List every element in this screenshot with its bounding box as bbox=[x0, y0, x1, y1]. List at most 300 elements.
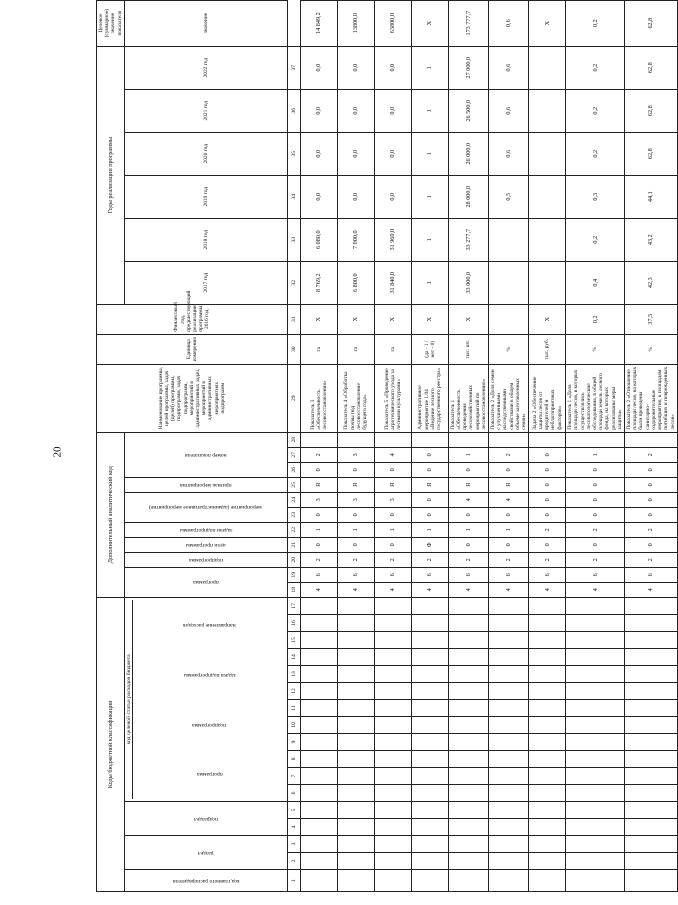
budget-code-cell bbox=[529, 785, 566, 802]
column-index-cell: 27 bbox=[287, 447, 300, 462]
analytic-code-cell bbox=[529, 432, 566, 447]
budget-code-cell bbox=[529, 853, 566, 870]
column-index-cell: 25 bbox=[287, 477, 300, 492]
budget-code-cell bbox=[566, 853, 625, 870]
budget-code-cell bbox=[374, 768, 411, 785]
analytic-code-cell: 4 bbox=[625, 582, 678, 597]
analytic-code-cell: 1 bbox=[374, 522, 411, 537]
budget-code-cell bbox=[625, 819, 678, 836]
row-year-value: 6 800,0 bbox=[337, 261, 374, 304]
row-year-value: 0,2 bbox=[566, 218, 625, 261]
budget-code-cell bbox=[374, 717, 411, 734]
budget-code-cell bbox=[489, 853, 529, 870]
budget-code-cell bbox=[566, 836, 625, 853]
col-a-task-label: цели программы bbox=[185, 542, 226, 548]
budget-code-cell bbox=[625, 734, 678, 751]
budget-code-cell bbox=[566, 768, 625, 785]
row-unit: % bbox=[489, 334, 529, 364]
analytic-code-cell: 0 bbox=[374, 507, 411, 522]
analytic-code-cell: 0 bbox=[625, 477, 678, 492]
column-index-row bbox=[287, 0, 300, 891]
row-year-value: 0,2 bbox=[566, 89, 625, 132]
column-index-cell: 11 bbox=[287, 700, 300, 717]
row-unit: % bbox=[625, 334, 678, 364]
analytic-code-cell: 2 bbox=[411, 552, 448, 567]
budget-code-cell bbox=[300, 870, 337, 892]
col-section bbox=[124, 836, 287, 870]
row-final-value: Х bbox=[411, 0, 448, 46]
analytic-code-cell: 0 bbox=[448, 507, 488, 522]
row-year-value bbox=[529, 89, 566, 132]
budget-code-cell bbox=[529, 666, 566, 683]
column-index-cell: 24 bbox=[287, 492, 300, 507]
column-index-cell: 2 bbox=[287, 853, 300, 870]
analytic-code-cell: 0 bbox=[489, 537, 529, 552]
analytic-code-cell: 3 bbox=[300, 492, 337, 507]
y2022-header: 2022 год bbox=[124, 46, 287, 89]
budget-code-cell bbox=[411, 597, 448, 614]
analytic-code-cell: 0 bbox=[300, 462, 337, 477]
col-ministry-label: код главного распорядителя bbox=[172, 877, 240, 884]
budget-code-cell bbox=[337, 717, 374, 734]
analytic-code-cell: 0 bbox=[337, 537, 374, 552]
row-name: Показатель 2 «Отношение площади лесов, на которых были проведены санитарно-оздоровительные мероприятия, к площадям погибших и поврежденных лесов» bbox=[625, 364, 678, 432]
row-year-value: 0,0 bbox=[337, 132, 374, 175]
row-year-value: 7 000,0 bbox=[337, 218, 374, 261]
budget-codes-header: Коды бюджетной классификации bbox=[97, 597, 125, 891]
row-year-value: 26 500,0 bbox=[448, 89, 488, 132]
row-year-value: 1 bbox=[411, 46, 448, 89]
analytic-code-cell bbox=[566, 432, 625, 447]
budget-code-cell bbox=[529, 649, 566, 666]
program-indicators-table bbox=[96, 0, 678, 892]
budget-code-cell bbox=[566, 751, 625, 768]
row-name: Задача 2 «Обеспечение защиты лесов от вредителей и неблагоприятных факторов» bbox=[529, 364, 566, 432]
budget-code-cell bbox=[625, 717, 678, 734]
column-index-cell: 35 bbox=[287, 132, 300, 175]
budget-code-cell bbox=[566, 615, 625, 632]
col-a-subtask bbox=[124, 522, 287, 537]
table-row bbox=[411, 0, 448, 891]
row-2016-value: Х bbox=[529, 304, 566, 334]
budget-code-cell bbox=[529, 734, 566, 751]
row-year-value: 27 000,0 bbox=[448, 46, 488, 89]
analytic-code-cell: 0 bbox=[529, 462, 566, 477]
analytic-code-cell: 4 bbox=[566, 582, 625, 597]
budget-code-cell bbox=[529, 751, 566, 768]
budget-code-cell bbox=[566, 819, 625, 836]
budget-code-cell bbox=[411, 700, 448, 717]
budget-code-cell bbox=[374, 853, 411, 870]
row-year-value: 0,6 bbox=[489, 132, 529, 175]
analytic-code-cell: 1 bbox=[448, 447, 488, 462]
col-a-subprogram bbox=[124, 552, 287, 567]
budget-code-cell bbox=[411, 768, 448, 785]
budget-code-cell bbox=[529, 802, 566, 819]
analytic-code-cell: 2 bbox=[300, 447, 337, 462]
column-index-cell: 8 bbox=[287, 751, 300, 768]
col-program-label: программа bbox=[196, 771, 223, 778]
row-unit: га bbox=[337, 334, 374, 364]
column-index-cell: 28 bbox=[287, 432, 300, 447]
budget-code-cell bbox=[448, 802, 488, 819]
budget-code-cell bbox=[625, 751, 678, 768]
analytic-code-cell: 0 bbox=[411, 447, 448, 462]
column-index-cell: 33 bbox=[287, 218, 300, 261]
budget-code-cell bbox=[448, 597, 488, 614]
final-value-header: значение bbox=[124, 0, 287, 46]
row-year-value: 31 960,0 bbox=[374, 218, 411, 261]
row-year-value: 1 bbox=[411, 132, 448, 175]
budget-code-cell bbox=[337, 597, 374, 614]
y2018-header: 2018 год bbox=[124, 218, 287, 261]
analytic-code-cell bbox=[337, 432, 374, 447]
analytic-code-cell bbox=[374, 432, 411, 447]
row-year-value: 44,1 bbox=[625, 175, 678, 218]
row-year-value: 1 bbox=[411, 89, 448, 132]
col-a-number bbox=[124, 432, 287, 477]
budget-code-cell bbox=[374, 683, 411, 700]
budget-code-cell bbox=[448, 734, 488, 751]
budget-code-cell bbox=[625, 666, 678, 683]
analytic-code-cell: 0 bbox=[529, 537, 566, 552]
column-index-cell: 5 bbox=[287, 802, 300, 819]
budget-code-cell bbox=[529, 717, 566, 734]
analytic-code-cell: 1 bbox=[489, 522, 529, 537]
col-a-program-label: программа bbox=[192, 579, 219, 586]
analytic-code-cell: 4 bbox=[489, 582, 529, 597]
column-index-cell: 18 bbox=[287, 582, 300, 597]
row-unit: (да - 1 / нет - 0) bbox=[411, 334, 448, 364]
column-index-cell: 31 bbox=[287, 304, 300, 334]
row-year-value: 0,0 bbox=[374, 89, 411, 132]
budget-code-cell bbox=[489, 666, 529, 683]
col-expense-code bbox=[124, 597, 287, 801]
final-header: Целевое (суммарное) значение показателя bbox=[97, 0, 125, 46]
row-year-value: 31 840,0 bbox=[374, 261, 411, 304]
budget-code-cell bbox=[374, 802, 411, 819]
budget-code-cell bbox=[448, 836, 488, 853]
header-row-sub bbox=[124, 0, 287, 891]
analytic-code-cell: Я bbox=[448, 477, 488, 492]
row-unit: га bbox=[300, 334, 337, 364]
column-index-cell: 14 bbox=[287, 649, 300, 666]
analytic-code-cell: 0 bbox=[566, 462, 625, 477]
budget-code-cell bbox=[337, 649, 374, 666]
analytic-code-cell: 2 bbox=[529, 522, 566, 537]
col-main-event-label: задача подпрограммы bbox=[183, 671, 236, 678]
row-year-value: 6 080,0 bbox=[300, 218, 337, 261]
row-year-value: 62,8 bbox=[625, 89, 678, 132]
row-year-value bbox=[489, 218, 529, 261]
analytic-code-cell: 2 bbox=[374, 552, 411, 567]
analytic-code-cell: 0 bbox=[529, 477, 566, 492]
row-final-value: 63800,0 bbox=[374, 0, 411, 46]
analytic-code-cell: 3 bbox=[337, 492, 374, 507]
budget-code-cell bbox=[300, 751, 337, 768]
budget-code-cell bbox=[337, 870, 374, 892]
analytic-code-cell: 2 bbox=[529, 552, 566, 567]
column-index-cell: 26 bbox=[287, 462, 300, 477]
analytic-code-cell: 4 bbox=[300, 582, 337, 597]
budget-code-cell bbox=[374, 649, 411, 666]
row-year-value bbox=[529, 46, 566, 89]
row-name: Показатель 3 «Обеспеченность лесовосстановления» bbox=[300, 364, 337, 432]
budget-code-cell bbox=[374, 819, 411, 836]
column-index-cell: 16 bbox=[287, 615, 300, 632]
table-body bbox=[300, 0, 677, 891]
budget-code-cell bbox=[448, 666, 488, 683]
row-2016-value: Х bbox=[337, 304, 374, 334]
column-index-cell: 10 bbox=[287, 717, 300, 734]
analytic-code-cell: 6 bbox=[448, 567, 488, 582]
row-year-value: 26 000,0 bbox=[448, 132, 488, 175]
budget-code-cell bbox=[374, 666, 411, 683]
column-index-cell: 21 bbox=[287, 537, 300, 552]
budget-code-cell bbox=[300, 597, 337, 614]
budget-code-cell bbox=[300, 649, 337, 666]
y2019-header: 2019 год bbox=[124, 175, 287, 218]
budget-code-cell bbox=[337, 632, 374, 649]
analytic-code-cell: 4 bbox=[337, 582, 374, 597]
budget-code-cell bbox=[489, 836, 529, 853]
analytic-code-cell: 4 bbox=[411, 582, 448, 597]
y2017-header: 2017 год bbox=[124, 261, 287, 304]
budget-code-cell bbox=[625, 700, 678, 717]
analytic-code-cell: 0 bbox=[625, 462, 678, 477]
row-year-value: 33 277,7 bbox=[448, 218, 488, 261]
budget-code-cell bbox=[337, 853, 374, 870]
col-a-program bbox=[124, 567, 287, 597]
analytic-code-cell: 0 bbox=[337, 507, 374, 522]
analytic-code-cell: Я bbox=[337, 477, 374, 492]
budget-code-cell bbox=[448, 649, 488, 666]
budget-code-cell bbox=[529, 819, 566, 836]
row-year-value: 42,3 bbox=[625, 261, 678, 304]
budget-code-cell bbox=[566, 700, 625, 717]
analytic-code-cell: 6 bbox=[489, 567, 529, 582]
row-2016-value: 0,2 bbox=[566, 304, 625, 334]
budget-code-cell bbox=[337, 819, 374, 836]
row-name: Показатель 5 «Проведение агротехнического ухода за лесными культурами» bbox=[374, 364, 411, 432]
analytic-code-cell: 0 bbox=[411, 462, 448, 477]
column-index-cell: 36 bbox=[287, 89, 300, 132]
budget-code-cell bbox=[374, 836, 411, 853]
analytic-code-cell: 2 bbox=[489, 447, 529, 462]
column-index-cell: 20 bbox=[287, 552, 300, 567]
budget-code-cell bbox=[411, 683, 448, 700]
column-index-cell: 23 bbox=[287, 507, 300, 522]
budget-code-cell bbox=[566, 785, 625, 802]
row-unit: га bbox=[374, 334, 411, 364]
row-final-value: Х bbox=[529, 0, 566, 46]
col-a-subprogram-label: подпрограмма bbox=[188, 557, 223, 563]
analytic-code-cell: 2 bbox=[625, 447, 678, 462]
budget-code-cell bbox=[448, 683, 488, 700]
budget-code-cell bbox=[448, 785, 488, 802]
row-year-value: 0,2 bbox=[566, 46, 625, 89]
budget-code-cell bbox=[411, 870, 448, 892]
analytic-code-cell bbox=[489, 432, 529, 447]
budget-code-cell bbox=[337, 666, 374, 683]
row-year-value: 0,6 bbox=[489, 46, 529, 89]
row-year-value bbox=[529, 218, 566, 261]
budget-code-cell bbox=[337, 751, 374, 768]
analytic-code-cell: Я bbox=[374, 477, 411, 492]
budget-code-cell bbox=[489, 597, 529, 614]
table-row bbox=[448, 0, 488, 891]
budget-code-cell bbox=[337, 785, 374, 802]
analytic-code-cell: 0 bbox=[300, 537, 337, 552]
analytic-code-cell: 2 bbox=[448, 552, 488, 567]
column-index-cell: 4 bbox=[287, 819, 300, 836]
analytic-code-cell: 0 bbox=[625, 537, 678, 552]
column-index-cell: 37 bbox=[287, 46, 300, 89]
budget-code-cell bbox=[300, 666, 337, 683]
budget-code-cell bbox=[300, 768, 337, 785]
row-2016-value: Х bbox=[374, 304, 411, 334]
budget-code-cell bbox=[411, 632, 448, 649]
analytic-code-header: Дополнительный аналитический код bbox=[97, 432, 125, 597]
budget-code-cell bbox=[374, 870, 411, 892]
row-year-value: 0,0 bbox=[337, 175, 374, 218]
analytic-code-cell: 0 bbox=[566, 507, 625, 522]
budget-code-cell bbox=[489, 700, 529, 717]
row-year-value bbox=[529, 261, 566, 304]
y2020-header: 2020 год bbox=[124, 132, 287, 175]
row-final-value: 62,8 bbox=[625, 0, 678, 46]
budget-code-cell bbox=[411, 615, 448, 632]
row-year-value: 1 bbox=[411, 218, 448, 261]
analytic-code-cell: 2 bbox=[337, 552, 374, 567]
budget-code-cell bbox=[300, 615, 337, 632]
column-index-cell: 12 bbox=[287, 683, 300, 700]
row-year-value bbox=[529, 175, 566, 218]
budget-code-cell bbox=[529, 768, 566, 785]
budget-code-cell bbox=[566, 683, 625, 700]
budget-code-cell bbox=[300, 734, 337, 751]
analytic-code-cell: 3 bbox=[374, 492, 411, 507]
budget-code-cell bbox=[625, 836, 678, 853]
analytic-code-cell: 0 bbox=[566, 492, 625, 507]
budget-code-cell bbox=[411, 785, 448, 802]
column-index-cell: 3 bbox=[287, 836, 300, 853]
analytic-code-cell: 4 bbox=[374, 582, 411, 597]
budget-code-cell bbox=[300, 700, 337, 717]
budget-code-cell bbox=[529, 597, 566, 614]
budget-code-cell bbox=[489, 683, 529, 700]
row-year-value: 43,2 bbox=[625, 218, 678, 261]
col-subsection bbox=[124, 802, 287, 836]
budget-code-cell bbox=[625, 785, 678, 802]
budget-code-cell bbox=[411, 666, 448, 683]
analytic-code-cell: 3 bbox=[337, 447, 374, 462]
budget-code-cell bbox=[566, 597, 625, 614]
budget-code-cell bbox=[489, 751, 529, 768]
analytic-code-cell: 1 bbox=[411, 522, 448, 537]
budget-code-cell bbox=[411, 853, 448, 870]
analytic-code-cell: 1 bbox=[566, 447, 625, 462]
row-year-value: 0,3 bbox=[566, 175, 625, 218]
row-year-value: 0,0 bbox=[300, 46, 337, 89]
budget-code-cell bbox=[625, 615, 678, 632]
budget-code-cell bbox=[448, 870, 488, 892]
rotated-table-area bbox=[96, 8, 676, 892]
unit-header: Единица измерения bbox=[97, 334, 288, 364]
budget-code-cell bbox=[489, 785, 529, 802]
analytic-code-cell: 0 bbox=[448, 537, 488, 552]
budget-code-cell bbox=[300, 632, 337, 649]
row-year-value bbox=[489, 261, 529, 304]
row-year-value: 0,5 bbox=[489, 175, 529, 218]
budget-code-cell bbox=[448, 632, 488, 649]
analytic-code-cell bbox=[411, 432, 448, 447]
column-index-cell: 34 bbox=[287, 175, 300, 218]
analytic-code-cell: 6 bbox=[566, 567, 625, 582]
budget-code-cell bbox=[489, 649, 529, 666]
col-a-event-label: мероприятие (административное мероприятие) bbox=[149, 504, 263, 511]
analytic-code-cell: 0 bbox=[625, 492, 678, 507]
column-index-cell: 15 bbox=[287, 632, 300, 649]
row-year-value: 0,0 bbox=[374, 175, 411, 218]
row-2016-value bbox=[489, 304, 529, 334]
budget-code-cell bbox=[489, 768, 529, 785]
analytic-code-cell bbox=[300, 432, 337, 447]
budget-code-cell bbox=[337, 802, 374, 819]
budget-code-cell bbox=[625, 870, 678, 892]
column-index-cell: 13 bbox=[287, 666, 300, 683]
budget-code-cell bbox=[300, 717, 337, 734]
row-year-value: 0,4 bbox=[566, 261, 625, 304]
analytic-code-cell bbox=[625, 432, 678, 447]
col-a-event bbox=[124, 492, 287, 522]
budget-code-cell bbox=[300, 819, 337, 836]
analytic-code-cell: 0 bbox=[489, 507, 529, 522]
budget-code-cell bbox=[337, 836, 374, 853]
row-unit: тыс. шт. bbox=[448, 334, 488, 364]
budget-code-cell bbox=[566, 632, 625, 649]
row-name: Показатель 1 «Доля площади лесов, в которых осуществлялись лесопатологические обследования, в общей площади земель лесного фонда, на которых реализованы меры защиты» bbox=[566, 364, 625, 432]
budget-code-cell bbox=[374, 615, 411, 632]
budget-code-cell bbox=[374, 700, 411, 717]
budget-code-cell bbox=[337, 768, 374, 785]
budget-code-cell bbox=[411, 734, 448, 751]
analytic-code-cell: Я bbox=[411, 477, 448, 492]
y2021-header: 2021 год bbox=[124, 89, 287, 132]
table-row bbox=[374, 0, 411, 891]
analytic-code-cell: 0 bbox=[337, 462, 374, 477]
table-row bbox=[625, 0, 678, 891]
budget-code-cell bbox=[448, 751, 488, 768]
budget-code-cell bbox=[300, 853, 337, 870]
column-index-cell: 29 bbox=[287, 364, 300, 432]
budget-code-cell bbox=[374, 785, 411, 802]
budget-code-cell bbox=[489, 802, 529, 819]
budget-code-cell bbox=[448, 717, 488, 734]
budget-code-cell bbox=[529, 836, 566, 853]
row-year-value: 0,6 bbox=[489, 89, 529, 132]
row-year-value: 0,0 bbox=[337, 89, 374, 132]
analytic-code-cell: 2 bbox=[566, 522, 625, 537]
budget-code-cell bbox=[448, 615, 488, 632]
column-index-cell: 9 bbox=[287, 734, 300, 751]
analytic-code-cell: 6 bbox=[411, 567, 448, 582]
budget-code-cell bbox=[448, 853, 488, 870]
analytic-code-cell: 4 bbox=[529, 582, 566, 597]
program-name-header: Наименование программы, целей программы, задач (целей) программы, подпрограмм, задач подпрограмм, мероприятий в административных задач, мероприятий в административных мероприятиях подпрограмм bbox=[97, 364, 288, 432]
column-index-cell: 1 bbox=[287, 870, 300, 892]
budget-code-cell bbox=[411, 802, 448, 819]
